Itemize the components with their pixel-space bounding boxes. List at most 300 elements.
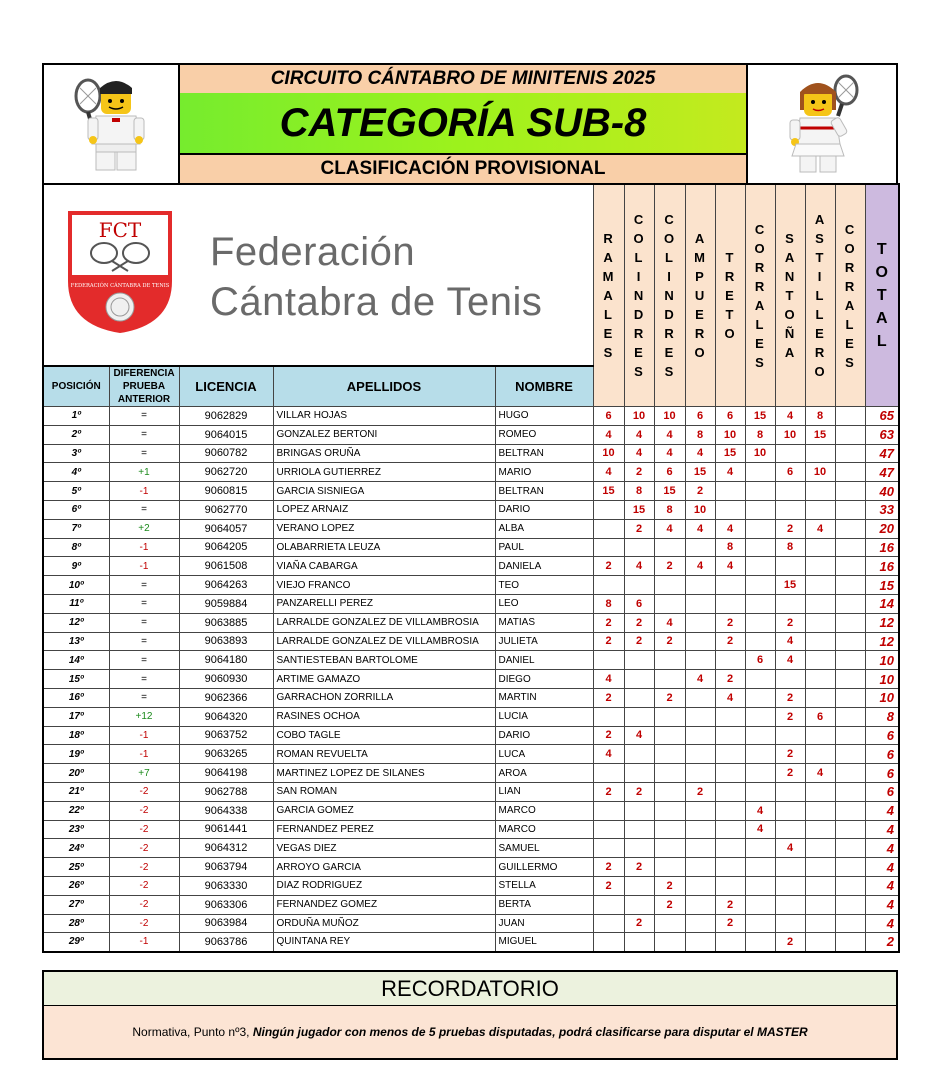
difference-cell: +12 xyxy=(109,707,179,726)
points-cell xyxy=(654,594,685,613)
points-cell xyxy=(715,726,745,745)
points-cell xyxy=(624,707,654,726)
total-cell: 16 xyxy=(865,538,899,557)
license-cell: 9060782 xyxy=(179,444,273,463)
total-cell: 14 xyxy=(865,594,899,613)
table-row xyxy=(43,594,899,613)
points-cell: 2 xyxy=(654,895,685,914)
license-cell: 9064180 xyxy=(179,651,273,670)
points-cell xyxy=(715,500,745,519)
points-cell xyxy=(654,839,685,858)
points-cell xyxy=(745,726,775,745)
points-cell xyxy=(685,764,715,783)
points-cell xyxy=(835,782,865,801)
points-cell: 4 xyxy=(654,519,685,538)
points-cell xyxy=(654,538,685,557)
points-cell: 2 xyxy=(624,914,654,933)
difference-cell: +7 xyxy=(109,764,179,783)
points-cell: 2 xyxy=(775,519,805,538)
difference-cell: -1 xyxy=(109,538,179,557)
points-cell xyxy=(835,594,865,613)
points-cell: 4 xyxy=(685,519,715,538)
points-cell xyxy=(654,651,685,670)
points-cell xyxy=(624,745,654,764)
points-cell xyxy=(685,801,715,820)
name-cell: LUCIA xyxy=(495,707,593,726)
points-cell xyxy=(654,820,685,839)
table-row xyxy=(43,782,899,801)
points-cell: 6 xyxy=(685,407,715,426)
reminder-title: RECORDATORIO xyxy=(44,972,896,1006)
name-cell: MIGUEL xyxy=(495,933,593,952)
name-cell: AROA xyxy=(495,764,593,783)
total-cell: 4 xyxy=(865,820,899,839)
points-cell: 2 xyxy=(593,613,624,632)
position-cell: 27º xyxy=(43,895,109,914)
points-cell: 4 xyxy=(775,632,805,651)
license-cell: 9063786 xyxy=(179,933,273,952)
table-row xyxy=(43,444,899,463)
points-cell xyxy=(835,425,865,444)
points-cell xyxy=(835,632,865,651)
points-cell: 10 xyxy=(624,407,654,426)
points-cell xyxy=(745,764,775,783)
position-cell: 4º xyxy=(43,463,109,482)
points-cell: 2 xyxy=(654,688,685,707)
points-cell xyxy=(715,933,745,952)
fct-shield-logo-icon xyxy=(64,207,176,337)
points-cell xyxy=(654,726,685,745)
table-row xyxy=(43,463,899,482)
name-cell: TEO xyxy=(495,576,593,595)
table-row xyxy=(43,651,899,670)
name-cell: PAUL xyxy=(495,538,593,557)
points-cell xyxy=(593,801,624,820)
difference-cell: = xyxy=(109,670,179,689)
license-cell: 9062720 xyxy=(179,463,273,482)
venue-header xyxy=(685,184,715,407)
points-cell xyxy=(805,613,835,632)
points-cell xyxy=(775,444,805,463)
points-cell xyxy=(835,500,865,519)
category-title: CATEGORÍA SUB-8 xyxy=(180,93,746,153)
points-cell xyxy=(835,876,865,895)
surnames-cell: ROMAN REVUELTA xyxy=(273,745,495,764)
surnames-cell: DIAZ RODRIGUEZ xyxy=(273,876,495,895)
points-cell: 4 xyxy=(715,557,745,576)
points-cell xyxy=(685,613,715,632)
points-cell xyxy=(805,444,835,463)
points-cell: 4 xyxy=(685,557,715,576)
reminder-emphasis: Ningún jugador con menos de 5 pruebas disputadas, podrá clasificarse para disputar el MASTER xyxy=(252,1025,808,1039)
table-row xyxy=(43,820,899,839)
points-cell: 4 xyxy=(805,519,835,538)
points-cell xyxy=(775,895,805,914)
surnames-cell: QUINTANA REY xyxy=(273,933,495,952)
venue-header xyxy=(835,184,865,407)
title-block xyxy=(180,65,746,183)
difference-cell: +2 xyxy=(109,519,179,538)
points-cell xyxy=(775,858,805,877)
surnames-cell: VILLAR HOJAS xyxy=(273,407,495,426)
points-cell: 4 xyxy=(685,670,715,689)
license-cell: 9063306 xyxy=(179,895,273,914)
points-cell xyxy=(715,858,745,877)
position-cell: 23º xyxy=(43,820,109,839)
surnames-cell: LARRALDE GONZALEZ DE VILLAMBROSIA xyxy=(273,632,495,651)
name-cell: DARIO xyxy=(495,726,593,745)
points-cell xyxy=(654,707,685,726)
name-cell: LUCA xyxy=(495,745,593,764)
venue-label: A S T I L L E R O xyxy=(814,212,826,379)
points-cell: 8 xyxy=(805,407,835,426)
points-cell xyxy=(685,745,715,764)
table-row xyxy=(43,745,899,764)
position-cell: 28º xyxy=(43,914,109,933)
license-cell: 9064263 xyxy=(179,576,273,595)
position-cell: 6º xyxy=(43,500,109,519)
surnames-cell: SAN ROMAN xyxy=(273,782,495,801)
points-cell: 4 xyxy=(624,726,654,745)
points-cell xyxy=(775,876,805,895)
points-cell xyxy=(593,820,624,839)
difference-cell: -1 xyxy=(109,933,179,952)
points-cell: 8 xyxy=(685,425,715,444)
total-cell: 8 xyxy=(865,707,899,726)
difference-cell: = xyxy=(109,632,179,651)
points-cell: 6 xyxy=(654,463,685,482)
surnames-cell: GARCIA SISNIEGA xyxy=(273,482,495,501)
license-cell: 9064057 xyxy=(179,519,273,538)
name-cell: DIEGO xyxy=(495,670,593,689)
total-cell: 65 xyxy=(865,407,899,426)
table-row xyxy=(43,933,899,952)
points-cell: 4 xyxy=(745,820,775,839)
table-row xyxy=(43,764,899,783)
venue-label: T R E T O xyxy=(724,250,736,341)
total-cell: 20 xyxy=(865,519,899,538)
points-cell xyxy=(654,858,685,877)
total-cell: 6 xyxy=(865,764,899,783)
points-cell xyxy=(624,820,654,839)
table-row xyxy=(43,914,899,933)
points-cell xyxy=(715,482,745,501)
total-cell: 10 xyxy=(865,670,899,689)
difference-cell: = xyxy=(109,613,179,632)
points-cell: 10 xyxy=(654,407,685,426)
position-cell: 10º xyxy=(43,576,109,595)
table-row xyxy=(43,576,899,595)
points-cell: 10 xyxy=(715,425,745,444)
surnames-cell: VIEJO FRANCO xyxy=(273,576,495,595)
points-cell: 2 xyxy=(593,726,624,745)
total-header xyxy=(865,184,899,407)
license-cell: 9064205 xyxy=(179,538,273,557)
reminder-box xyxy=(42,970,898,1060)
license-cell: 9063893 xyxy=(179,632,273,651)
difference-cell: -2 xyxy=(109,801,179,820)
federation-name-line1: Federación xyxy=(210,230,416,274)
points-cell xyxy=(745,745,775,764)
points-cell: 8 xyxy=(624,482,654,501)
points-cell: 2 xyxy=(593,688,624,707)
points-cell xyxy=(805,538,835,557)
surnames-cell: SANTIESTEBAN BARTOLOME xyxy=(273,651,495,670)
points-cell xyxy=(775,820,805,839)
venue-header xyxy=(715,184,745,407)
points-cell xyxy=(745,500,775,519)
points-cell xyxy=(805,895,835,914)
points-cell xyxy=(805,858,835,877)
total-cell: 16 xyxy=(865,557,899,576)
table-row xyxy=(43,726,899,745)
difference-cell: -2 xyxy=(109,820,179,839)
points-cell xyxy=(685,651,715,670)
points-cell xyxy=(835,801,865,820)
points-cell xyxy=(835,820,865,839)
points-cell xyxy=(593,914,624,933)
points-cell xyxy=(654,782,685,801)
points-cell: 2 xyxy=(775,688,805,707)
surnames-cell: ARTIME GAMAZO xyxy=(273,670,495,689)
surnames-cell: FERNANDEZ PEREZ xyxy=(273,820,495,839)
points-cell xyxy=(835,557,865,576)
points-cell xyxy=(835,726,865,745)
difference-cell: -2 xyxy=(109,914,179,933)
surnames-cell: MARTINEZ LOPEZ DE SILANES xyxy=(273,764,495,783)
license-cell: 9064312 xyxy=(179,839,273,858)
license-cell: 9060930 xyxy=(179,670,273,689)
position-cell: 2º xyxy=(43,425,109,444)
total-cell: 47 xyxy=(865,463,899,482)
points-cell xyxy=(835,745,865,764)
points-cell xyxy=(624,764,654,783)
table-row xyxy=(43,538,899,557)
position-cell: 5º xyxy=(43,482,109,501)
points-cell xyxy=(715,594,745,613)
points-cell xyxy=(654,764,685,783)
points-cell: 8 xyxy=(593,594,624,613)
points-cell: 2 xyxy=(715,632,745,651)
total-cell: 6 xyxy=(865,782,899,801)
federation-name xyxy=(210,227,542,327)
points-cell xyxy=(624,670,654,689)
name-cell: BELTRAN xyxy=(495,482,593,501)
points-cell xyxy=(685,632,715,651)
points-cell xyxy=(624,651,654,670)
total-cell: 12 xyxy=(865,613,899,632)
points-cell: 2 xyxy=(685,782,715,801)
points-cell xyxy=(745,688,775,707)
name-cell: STELLA xyxy=(495,876,593,895)
total-cell: 47 xyxy=(865,444,899,463)
points-cell xyxy=(685,914,715,933)
points-cell: 6 xyxy=(775,463,805,482)
points-cell xyxy=(745,858,775,877)
points-cell xyxy=(745,576,775,595)
points-cell xyxy=(654,745,685,764)
points-cell xyxy=(593,933,624,952)
points-cell xyxy=(685,895,715,914)
points-cell xyxy=(775,670,805,689)
points-cell xyxy=(624,933,654,952)
total-cell: 2 xyxy=(865,933,899,952)
points-cell xyxy=(715,745,745,764)
shield-letters: FCT xyxy=(98,218,142,242)
difference-cell: -2 xyxy=(109,839,179,858)
difference-cell: -1 xyxy=(109,557,179,576)
points-cell: 8 xyxy=(715,538,745,557)
license-cell: 9064338 xyxy=(179,801,273,820)
points-cell: 2 xyxy=(654,876,685,895)
difference-cell: = xyxy=(109,576,179,595)
name-cell: ALBA xyxy=(495,519,593,538)
points-cell xyxy=(685,707,715,726)
license-cell: 9062366 xyxy=(179,688,273,707)
license-cell: 9064320 xyxy=(179,707,273,726)
points-cell xyxy=(685,726,715,745)
points-cell xyxy=(805,782,835,801)
points-cell: 2 xyxy=(775,613,805,632)
points-cell xyxy=(805,726,835,745)
points-cell xyxy=(745,632,775,651)
table-row xyxy=(43,670,899,689)
name-cell: SAMUEL xyxy=(495,839,593,858)
points-cell xyxy=(593,576,624,595)
points-cell: 4 xyxy=(654,425,685,444)
col-license: LICENCIA xyxy=(179,366,273,407)
points-cell: 2 xyxy=(593,557,624,576)
difference-cell: -2 xyxy=(109,876,179,895)
license-cell: 9064198 xyxy=(179,764,273,783)
points-cell: 4 xyxy=(775,839,805,858)
points-cell: 4 xyxy=(654,613,685,632)
venue-label: S A N T O Ñ A xyxy=(784,231,796,360)
position-cell: 15º xyxy=(43,670,109,689)
classification-table xyxy=(42,183,900,953)
points-cell xyxy=(805,651,835,670)
points-cell: 8 xyxy=(654,500,685,519)
points-cell xyxy=(745,895,775,914)
difference-cell: = xyxy=(109,594,179,613)
surnames-cell: LARRALDE GONZALEZ DE VILLAMBROSIA xyxy=(273,613,495,632)
license-cell: 9062788 xyxy=(179,782,273,801)
points-cell xyxy=(715,876,745,895)
points-cell xyxy=(593,895,624,914)
name-cell: JUAN xyxy=(495,914,593,933)
venue-label: A M P U E R O xyxy=(694,231,706,360)
points-cell xyxy=(835,613,865,632)
points-cell: 2 xyxy=(593,858,624,877)
points-cell xyxy=(745,670,775,689)
points-cell xyxy=(715,576,745,595)
surnames-cell: GONZALEZ BERTONI xyxy=(273,425,495,444)
points-cell xyxy=(685,858,715,877)
venue-header xyxy=(624,184,654,407)
position-cell: 16º xyxy=(43,688,109,707)
points-cell: 6 xyxy=(805,707,835,726)
points-cell xyxy=(805,670,835,689)
points-cell xyxy=(835,463,865,482)
total-cell: 4 xyxy=(865,801,899,820)
points-cell xyxy=(805,632,835,651)
name-cell: DANIELA xyxy=(495,557,593,576)
position-cell: 26º xyxy=(43,876,109,895)
points-cell: 10 xyxy=(593,444,624,463)
points-cell xyxy=(835,519,865,538)
surnames-cell: PANZARELLI PEREZ xyxy=(273,594,495,613)
table-row xyxy=(43,895,899,914)
points-cell xyxy=(745,839,775,858)
position-cell: 8º xyxy=(43,538,109,557)
surnames-cell: COBO TAGLE xyxy=(273,726,495,745)
points-cell xyxy=(745,463,775,482)
points-cell: 15 xyxy=(715,444,745,463)
points-cell: 2 xyxy=(775,707,805,726)
points-cell: 15 xyxy=(775,576,805,595)
points-cell xyxy=(805,594,835,613)
points-cell xyxy=(835,670,865,689)
table-row xyxy=(43,425,899,444)
points-cell xyxy=(624,688,654,707)
position-cell: 12º xyxy=(43,613,109,632)
position-cell: 29º xyxy=(43,933,109,952)
surnames-cell: ARROYO GARCIA xyxy=(273,858,495,877)
difference-cell: = xyxy=(109,500,179,519)
points-cell xyxy=(685,839,715,858)
points-cell xyxy=(745,933,775,952)
license-cell: 9063265 xyxy=(179,745,273,764)
points-cell xyxy=(745,594,775,613)
difference-cell: -2 xyxy=(109,782,179,801)
position-cell: 17º xyxy=(43,707,109,726)
venue-header xyxy=(805,184,835,407)
points-cell: 15 xyxy=(624,500,654,519)
points-cell: 15 xyxy=(805,425,835,444)
points-cell xyxy=(805,876,835,895)
venue-label: R A M A L E S xyxy=(602,231,615,360)
points-cell xyxy=(805,482,835,501)
points-cell xyxy=(624,895,654,914)
points-cell xyxy=(745,876,775,895)
total-cell: 10 xyxy=(865,651,899,670)
points-cell: 2 xyxy=(654,632,685,651)
position-cell: 18º xyxy=(43,726,109,745)
table-row xyxy=(43,557,899,576)
points-cell xyxy=(745,914,775,933)
points-cell xyxy=(835,651,865,670)
points-cell xyxy=(835,482,865,501)
name-cell: MARCO xyxy=(495,801,593,820)
col-difference: DIFERENCIA PRUEBA ANTERIOR xyxy=(109,366,179,407)
table-row xyxy=(43,839,899,858)
surnames-cell: GARRACHON ZORRILLA xyxy=(273,688,495,707)
position-cell: 3º xyxy=(43,444,109,463)
license-cell: 9063984 xyxy=(179,914,273,933)
name-cell: MATIAS xyxy=(495,613,593,632)
points-cell: 4 xyxy=(593,463,624,482)
points-cell: 4 xyxy=(775,407,805,426)
points-cell: 4 xyxy=(715,463,745,482)
table-row xyxy=(43,519,899,538)
points-cell xyxy=(745,707,775,726)
name-cell: JULIETA xyxy=(495,632,593,651)
points-cell: 10 xyxy=(805,463,835,482)
license-cell: 9061508 xyxy=(179,557,273,576)
points-cell xyxy=(654,801,685,820)
difference-cell: -2 xyxy=(109,895,179,914)
total-cell: 40 xyxy=(865,482,899,501)
